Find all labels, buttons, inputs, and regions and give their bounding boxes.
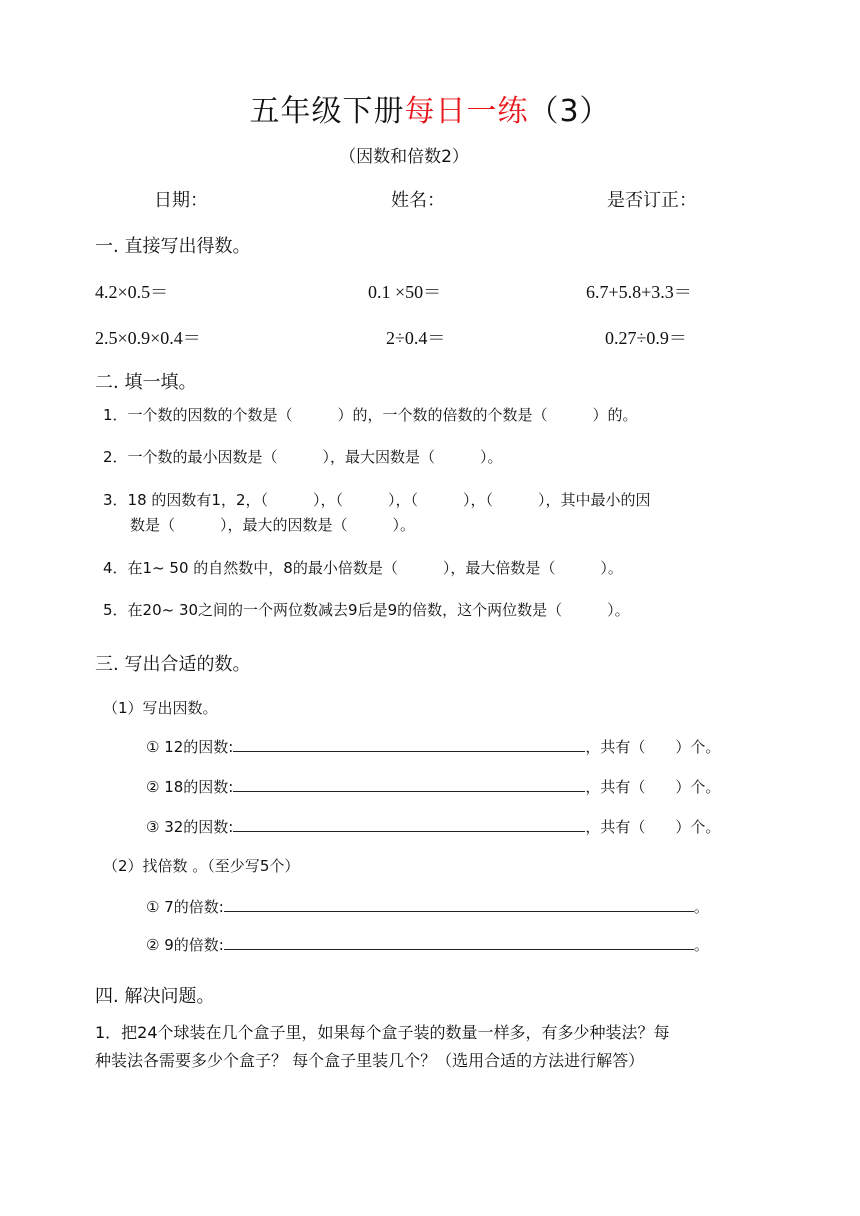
- fill-question-4: 4．在1~ 50 的自然数中，8的最小倍数是（ ），最大倍数是（ ）。: [103, 559, 623, 577]
- section-2-heading: 二. 填一填。: [95, 372, 197, 393]
- calc-item: 2÷0.4＝: [386, 328, 446, 348]
- title-tail: （3）: [528, 94, 611, 129]
- date-label: 日期：: [154, 190, 208, 211]
- fill-question-5: 5．在20~ 30之间的一个两位数减去9后是9的倍数，这个两位数是（ ）。: [103, 601, 630, 619]
- title-red: 每日一练: [404, 94, 529, 129]
- part-2-label: （2）找倍数 。（至少写5个）: [103, 857, 300, 875]
- fill-question-3-cont: 数是（ ），最大的因数是（ ）。: [130, 516, 416, 534]
- section-1-heading: 一. 直接写出得数。: [95, 236, 251, 257]
- section-4-heading: 四. 解决问题。: [95, 986, 215, 1007]
- part-1-label: （1）写出因数。: [103, 699, 218, 717]
- factor-label: ③ 32的因数:: [146, 818, 234, 836]
- page-title: [0, 86, 860, 130]
- name-label: 姓名：: [391, 190, 445, 211]
- calc-item: 4.2×0.5＝: [95, 282, 169, 302]
- period: 。: [693, 936, 709, 954]
- count-tail: ，共有（ ）个。: [585, 738, 721, 756]
- factor-row-32: [146, 816, 720, 837]
- fill-question-3: 3．18 的因数有1，2，（ ），（ ），（ ），（ ），其中最小的因: [103, 491, 651, 509]
- count-tail: ，共有（ ）个。: [585, 818, 721, 836]
- multiple-row-9: [146, 934, 709, 955]
- multiple-label: ① 7的倍数:: [146, 898, 224, 916]
- problem-1-line-1: 1．把24个球装在几个盒子里，如果每个盒子装的数量一样多，有多少种装法？每: [95, 1023, 670, 1042]
- answer-line[interactable]: [224, 896, 694, 912]
- corrected-label: 是否订正：: [607, 190, 697, 211]
- problem-1-line-2: 种装法各需要多少个盒子？ 每个盒子里装几个？（选用合适的方法进行解答）: [95, 1051, 645, 1070]
- calc-item: 2.5×0.9×0.4＝: [95, 328, 201, 348]
- factor-row-12: [146, 736, 720, 757]
- section-3-heading: 三. 写出合适的数。: [95, 654, 251, 675]
- title-black: 五年级下册: [249, 94, 405, 129]
- factor-label: ② 18的因数:: [146, 778, 234, 796]
- multiple-label: ② 9的倍数:: [146, 936, 224, 954]
- answer-line[interactable]: [233, 736, 585, 752]
- factor-row-18: [146, 776, 720, 797]
- calc-item: 0.27÷0.9＝: [605, 328, 687, 348]
- page-subtitle: （因数和倍数2）: [339, 147, 469, 167]
- count-tail: ，共有（ ）个。: [585, 778, 721, 796]
- calc-item: 6.7+5.8+3.3＝: [586, 282, 692, 302]
- answer-line[interactable]: [233, 816, 585, 832]
- multiple-row-7: [146, 896, 709, 917]
- calc-item: 0.1 ×50＝: [368, 282, 442, 302]
- answer-line[interactable]: [233, 776, 585, 792]
- factor-label: ① 12的因数:: [146, 738, 234, 756]
- answer-line[interactable]: [224, 934, 694, 950]
- fill-question-1: 1．一个数的因数的个数是（ ）的，一个数的倍数的个数是（ ）的。: [103, 406, 638, 424]
- period: 。: [693, 898, 709, 916]
- fill-question-2: 2．一个数的最小因数是（ ），最大因数是（ ）。: [103, 448, 503, 466]
